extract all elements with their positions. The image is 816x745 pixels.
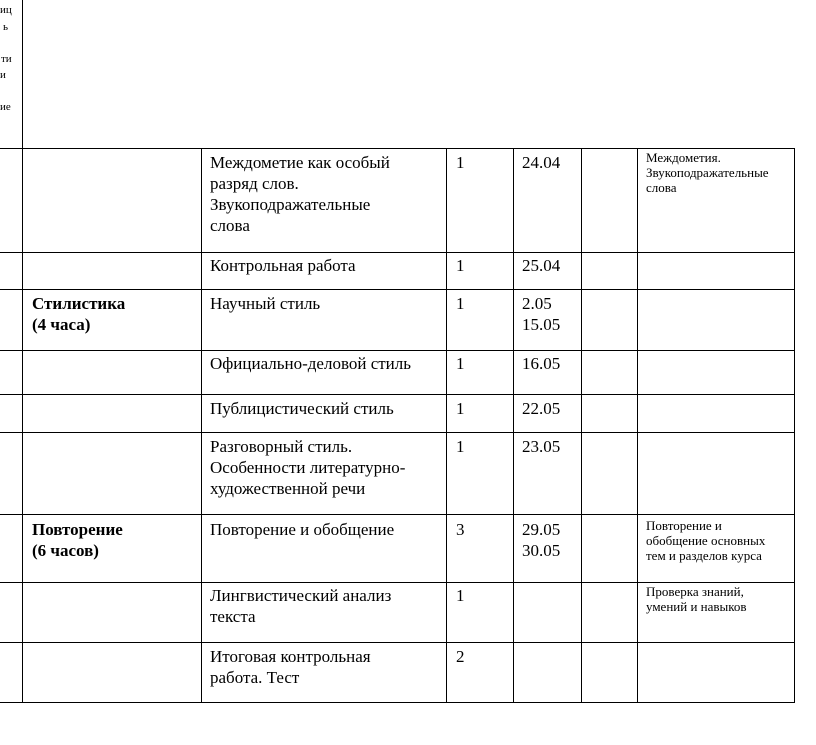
hours-value: 1 <box>456 256 465 275</box>
table-rule <box>22 0 23 703</box>
lesson-line: Лингвистический анализ <box>210 586 392 605</box>
date-cell <box>522 398 560 419</box>
lesson-line: Контрольная работа <box>210 256 356 275</box>
date-value: 29.05 <box>522 520 561 539</box>
date-value: 25.04 <box>522 256 561 275</box>
lesson-line: Междометие как особый <box>210 153 390 172</box>
note-line: тем и разделов курса <box>646 548 762 563</box>
lesson-cell <box>210 436 442 499</box>
hours-cell <box>456 152 465 173</box>
header-fragment-text: ие <box>0 101 11 113</box>
note-line: обобщение основных <box>646 533 766 548</box>
lesson-cell <box>210 353 411 374</box>
hours-value: 1 <box>456 586 465 605</box>
section-title <box>32 293 125 335</box>
date-value: 30.05 <box>522 541 561 560</box>
date-cell <box>522 293 560 335</box>
header-fragment-text: иц <box>0 4 12 16</box>
table-rule <box>794 148 795 703</box>
date-value: 16.05 <box>522 354 561 373</box>
hours-value: 1 <box>456 399 465 418</box>
lesson-line: Официально-деловой стиль <box>210 354 412 373</box>
lesson-line: Итоговая контрольная <box>210 647 371 666</box>
date-cell <box>522 353 560 374</box>
hours-value: 1 <box>456 354 465 373</box>
hours-cell <box>456 255 465 276</box>
table-rule <box>0 432 795 433</box>
table-rule <box>446 148 447 703</box>
lesson-line: Публицистический стиль <box>210 399 394 418</box>
date-cell <box>522 519 560 561</box>
note-line: слова <box>646 180 677 195</box>
hours-value: 1 <box>456 437 465 456</box>
hours-value: 2 <box>456 647 465 666</box>
header-fragment-text: ь <box>3 21 9 33</box>
date-cell <box>522 255 560 276</box>
section-line: Стилистика <box>32 294 126 313</box>
section-line: (6 часов) <box>32 541 99 560</box>
section-line: Повторение <box>32 520 123 539</box>
lesson-line: Звукоподражательные <box>210 195 371 214</box>
table-rule <box>201 148 202 703</box>
note-line: умений и навыков <box>646 599 747 614</box>
lesson-line: разряд слов. <box>210 174 299 193</box>
hours-cell <box>456 398 465 419</box>
hours-cell <box>456 293 465 314</box>
note-line: Звукоподражательные <box>646 165 769 180</box>
lesson-line: слова <box>210 216 250 235</box>
hours-cell <box>456 436 465 457</box>
table-rule <box>0 289 795 290</box>
date-value: 24.04 <box>522 153 561 172</box>
lesson-line: Повторение и обобщение <box>210 520 395 539</box>
header-fragment-text: и <box>0 69 6 81</box>
table-rule <box>0 394 795 395</box>
table-rule <box>0 148 795 149</box>
lesson-cell <box>210 152 442 236</box>
lesson-cell <box>210 255 356 276</box>
lesson-cell <box>210 585 442 627</box>
section-title <box>32 519 123 561</box>
table-rule <box>0 642 795 643</box>
notes-cell <box>646 150 792 195</box>
lesson-cell <box>210 293 320 314</box>
hours-value: 1 <box>456 294 465 313</box>
hours-cell <box>456 585 465 606</box>
table-rule <box>581 148 582 703</box>
table-rule <box>0 252 795 253</box>
lesson-line: Научный стиль <box>210 294 321 313</box>
note-line: Междометия. <box>646 150 721 165</box>
hours-value: 3 <box>456 520 465 539</box>
lesson-line: Разговорный стиль. <box>210 437 353 456</box>
lesson-line: текста <box>210 607 256 626</box>
lesson-line: художественной речи <box>210 479 366 498</box>
notes-cell <box>646 518 792 563</box>
table-rule <box>0 350 795 351</box>
date-value: 15.05 <box>522 315 561 334</box>
notes-cell <box>646 584 792 614</box>
date-value: 23.05 <box>522 437 561 456</box>
hours-value: 1 <box>456 153 465 172</box>
note-line: Повторение и <box>646 518 722 533</box>
lesson-cell <box>210 646 442 688</box>
section-line: (4 часа) <box>32 315 91 334</box>
lesson-line: Особенности литературно- <box>210 458 406 477</box>
table-rule <box>513 148 514 703</box>
header-fragment-text: ти <box>1 53 12 65</box>
hours-cell <box>456 519 465 540</box>
lesson-cell <box>210 519 394 540</box>
note-line: Проверка знаний, <box>646 584 744 599</box>
date-value: 2.05 <box>522 294 552 313</box>
header-fragment <box>0 0 21 148</box>
date-value: 22.05 <box>522 399 561 418</box>
lesson-line: работа. Тест <box>210 668 300 687</box>
date-cell <box>522 436 560 457</box>
hours-cell <box>456 646 465 667</box>
lesson-cell <box>210 398 394 419</box>
table-rule <box>0 582 795 583</box>
table-rule <box>0 702 795 703</box>
date-cell <box>522 152 560 173</box>
table-rule <box>637 148 638 703</box>
table-rule <box>0 514 795 515</box>
hours-cell <box>456 353 465 374</box>
